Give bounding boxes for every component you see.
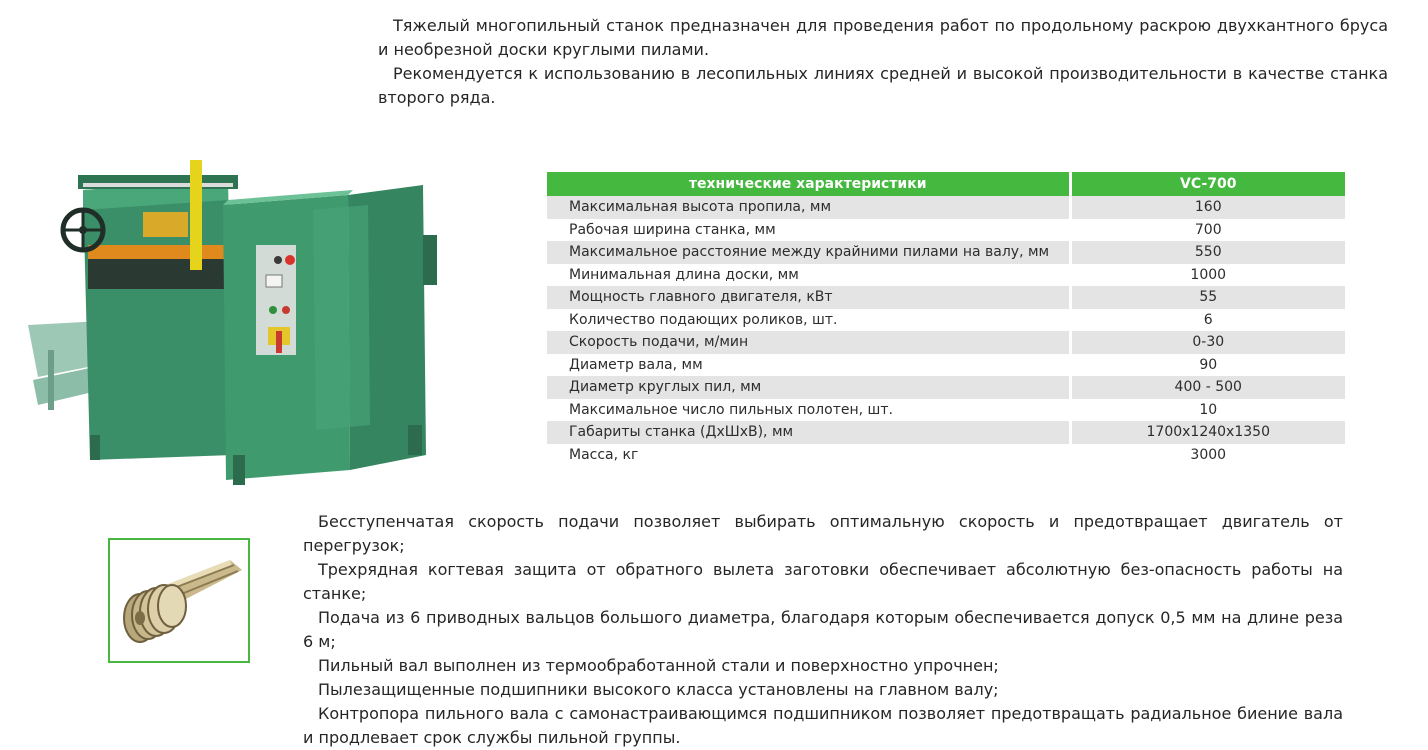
specs-header-row — [547, 172, 1345, 196]
spec-param: Максимальное расстояние между крайними пилами на валу, мм — [547, 241, 1070, 264]
spec-param: Скорость подачи, м/мин — [547, 331, 1070, 354]
spec-value: 1000 — [1070, 264, 1345, 287]
specs-table — [547, 172, 1345, 466]
spec-param: Рабочая ширина станка, мм — [547, 219, 1070, 242]
spec-param: Мощность главного двигателя, кВт — [547, 286, 1070, 309]
table-row — [547, 219, 1345, 242]
table-row — [547, 286, 1345, 309]
spec-value: 90 — [1070, 354, 1345, 377]
intro-paragraph-2: Рекомендуется к использованию в лесопильных линиях средней и высокой производительности в качестве станка второго ряда. — [378, 64, 1388, 107]
spec-param: Габариты станка (ДхШхВ), мм — [547, 421, 1070, 444]
spec-param: Максимальная высота пропила, мм — [547, 196, 1070, 219]
spec-param: Минимальная длина доски, мм — [547, 264, 1070, 287]
table-row — [547, 354, 1345, 377]
machine-photo — [28, 155, 443, 490]
spec-value: 1700x1240x1350 — [1070, 421, 1345, 444]
features-list — [303, 510, 1343, 750]
feature-item: Пильный вал выполнен из термообработанной стали и поверхностно упрочнен; — [318, 656, 999, 675]
spec-value: 400 - 500 — [1070, 376, 1345, 399]
table-row — [547, 399, 1345, 422]
specs-header-param: технические характеристики — [547, 172, 1070, 196]
spec-value: 0-30 — [1070, 331, 1345, 354]
intro-text — [378, 14, 1388, 110]
table-row — [547, 196, 1345, 219]
feature-item: Подача из 6 приводных вальцов большого диаметра, благодаря которым обеспечивается допуск 0,5 мм на длине реза 6 м; — [303, 608, 1343, 651]
spec-param: Масса, кг — [547, 444, 1070, 467]
spec-param: Диаметр круглых пил, мм — [547, 376, 1070, 399]
saw-shaft-image — [110, 540, 248, 661]
feature-item: Бесступенчатая скорость подачи позволяет выбирать оптимальную скорость и предотвращает двигатель от перегрузок; — [303, 512, 1343, 555]
feature-item: Контропора пильного вала с самонастраивающимся подшипником позволяет предотвращать радиальное биение вала и продлевает срок службы пильной группы. — [303, 704, 1343, 747]
feature-item: Трехрядная когтевая защита от обратного вылета заготовки обеспечивает абсолютную без-опасность работы на станке; — [303, 560, 1343, 603]
spec-value: 550 — [1070, 241, 1345, 264]
spec-param: Диаметр вала, мм — [547, 354, 1070, 377]
table-row — [547, 309, 1345, 332]
spec-param: Максимальное число пильных полотен, шт. — [547, 399, 1070, 422]
spec-value: 10 — [1070, 399, 1345, 422]
table-row — [547, 444, 1345, 467]
table-row — [547, 376, 1345, 399]
spec-value: 160 — [1070, 196, 1345, 219]
spec-value: 55 — [1070, 286, 1345, 309]
table-row — [547, 421, 1345, 444]
feature-item: Пылезащищенные подшипники высокого класса установлены на главном валу; — [318, 680, 999, 699]
spec-value: 700 — [1070, 219, 1345, 242]
table-row — [547, 264, 1345, 287]
spec-param: Количество подающих роликов, шт. — [547, 309, 1070, 332]
spec-value: 3000 — [1070, 444, 1345, 467]
table-row — [547, 331, 1345, 354]
specs-header-model: VC-700 — [1070, 172, 1345, 196]
table-row — [547, 241, 1345, 264]
spec-value: 6 — [1070, 309, 1345, 332]
saw-shaft-thumbnail — [108, 538, 250, 663]
intro-paragraph-1: Тяжелый многопильный станок предназначен для проведения работ по продольному раскрою двухкантного бруса и необрезной доски круглыми пилами. — [378, 16, 1388, 59]
